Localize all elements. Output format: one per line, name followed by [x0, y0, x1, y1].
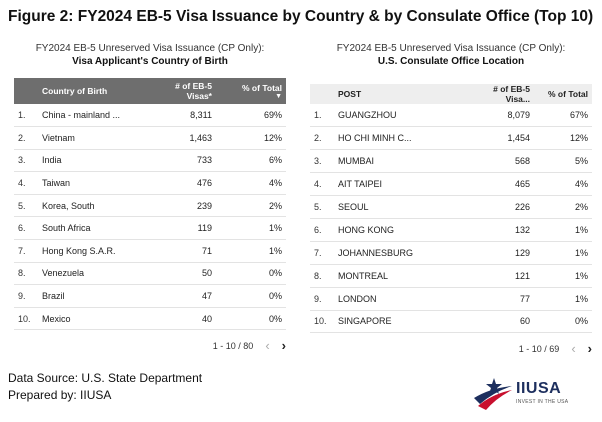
- table-row[interactable]: [14, 172, 286, 195]
- row-index: 7.: [310, 241, 334, 264]
- left-subtitle-bold: Visa Applicant's Country of Birth: [72, 56, 228, 67]
- header-index: [14, 78, 38, 104]
- table-row[interactable]: [310, 173, 592, 196]
- row-count: 239: [156, 194, 216, 217]
- row-index: 5.: [14, 194, 38, 217]
- star-swoosh-icon: [472, 376, 514, 412]
- table-row[interactable]: [14, 104, 286, 127]
- row-name: Hong Kong S.A.R.: [38, 240, 156, 263]
- row-name: GUANGZHOU: [334, 104, 464, 127]
- row-index: 5.: [310, 196, 334, 219]
- table-row[interactable]: [14, 262, 286, 285]
- row-name: AIT TAIPEI: [334, 173, 464, 196]
- row-index: 2.: [14, 127, 38, 150]
- row-pct: 1%: [534, 218, 592, 241]
- row-count: 71: [156, 240, 216, 263]
- row-pct: 1%: [216, 217, 286, 240]
- row-count: 129: [464, 241, 534, 264]
- row-count: 47: [156, 285, 216, 308]
- row-name: MONTREAL: [334, 264, 464, 287]
- table-row[interactable]: [310, 127, 592, 150]
- chevron-left-icon[interactable]: ‹: [265, 338, 270, 354]
- row-index: 2.: [310, 127, 334, 150]
- pager-range: 1 - 10 / 69: [518, 343, 560, 354]
- row-pct: 4%: [216, 172, 286, 195]
- row-count: 226: [464, 196, 534, 219]
- row-count: 733: [156, 149, 216, 172]
- chevron-right-icon[interactable]: ›: [587, 341, 592, 357]
- table-row[interactable]: [310, 218, 592, 241]
- header-pct[interactable]: [216, 78, 286, 104]
- table-row[interactable]: [14, 240, 286, 263]
- row-index: 6.: [14, 217, 38, 240]
- row-name: Korea, South: [38, 194, 156, 217]
- row-index: 9.: [310, 287, 334, 310]
- row-index: 7.: [14, 240, 38, 263]
- row-name: MUMBAI: [334, 150, 464, 173]
- country-table: [14, 78, 286, 330]
- row-index: 10.: [14, 307, 38, 330]
- row-pct: 69%: [216, 104, 286, 127]
- row-pct: 5%: [534, 150, 592, 173]
- logo-tagline: INVEST IN THE USA: [516, 399, 569, 405]
- row-count: 1,463: [156, 127, 216, 150]
- row-index: 6.: [310, 218, 334, 241]
- table-row[interactable]: [14, 217, 286, 240]
- table-row[interactable]: [14, 307, 286, 330]
- row-pct: 2%: [534, 196, 592, 219]
- chevron-right-icon[interactable]: ›: [281, 338, 286, 354]
- row-pct: 1%: [216, 240, 286, 263]
- row-name: Taiwan: [38, 172, 156, 195]
- row-name: South Africa: [38, 217, 156, 240]
- row-index: 9.: [14, 285, 38, 308]
- row-count: 40: [156, 307, 216, 330]
- row-count: 121: [464, 264, 534, 287]
- row-name: SINGAPORE: [334, 310, 464, 333]
- right-pager: [310, 341, 592, 356]
- row-index: 10.: [310, 310, 334, 333]
- row-pct: 0%: [216, 262, 286, 285]
- row-name: China - mainland ...: [38, 104, 156, 127]
- left-subtitle: FY2024 EB-5 Unreserved Visa Issuance (CP Only):: [35, 43, 265, 54]
- table-header-row: [14, 78, 286, 104]
- row-name: India: [38, 149, 156, 172]
- table-row[interactable]: [310, 241, 592, 264]
- row-name: HONG KONG: [334, 218, 464, 241]
- table-row[interactable]: [14, 127, 286, 150]
- row-pct: 0%: [534, 310, 592, 333]
- table-row[interactable]: [310, 104, 592, 127]
- prepared-by: Prepared by: IIUSA: [8, 388, 112, 402]
- left-pager: [14, 338, 286, 353]
- country-of-birth-panel: [14, 42, 286, 353]
- table-row[interactable]: [310, 310, 592, 333]
- row-index: 4.: [14, 172, 38, 195]
- row-pct: 0%: [216, 307, 286, 330]
- row-count: 8,311: [156, 104, 216, 127]
- right-subtitle-bold: U.S. Consulate Office Location: [377, 56, 525, 67]
- data-source: Data Source: U.S. State Department: [8, 371, 203, 385]
- row-name: Mexico: [38, 307, 156, 330]
- table-row[interactable]: [14, 149, 286, 172]
- row-pct: 6%: [216, 149, 286, 172]
- row-name: Brazil: [38, 285, 156, 308]
- header-pct[interactable]: % of Total: [534, 84, 592, 104]
- row-pct: 1%: [534, 241, 592, 264]
- row-name: Venezuela: [38, 262, 156, 285]
- row-count: 8,079: [464, 104, 534, 127]
- right-subtitle: FY2024 EB-5 Unreserved Visa Issuance (CP Only):: [336, 43, 566, 54]
- header-visas[interactable]: [156, 78, 216, 104]
- row-count: 60: [464, 310, 534, 333]
- row-pct: 0%: [216, 285, 286, 308]
- pager-range: 1 - 10 / 80: [212, 340, 254, 351]
- consulate-panel: [310, 42, 592, 356]
- row-name: HO CHI MINH C...: [334, 127, 464, 150]
- table-row[interactable]: [310, 264, 592, 287]
- header-index: [310, 84, 334, 104]
- row-count: 77: [464, 287, 534, 310]
- row-index: 4.: [310, 173, 334, 196]
- row-name: JOHANNESBURG: [334, 241, 464, 264]
- row-count: 1,454: [464, 127, 534, 150]
- chevron-left-icon[interactable]: ‹: [571, 341, 576, 357]
- row-pct: 12%: [534, 127, 592, 150]
- row-index: 8.: [14, 262, 38, 285]
- row-count: 119: [156, 217, 216, 240]
- header-post[interactable]: POST: [334, 84, 464, 104]
- consulate-table: [310, 84, 592, 333]
- row-pct: 1%: [534, 287, 592, 310]
- table-row[interactable]: [14, 194, 286, 217]
- footer: [8, 370, 202, 404]
- row-pct: 12%: [216, 127, 286, 150]
- row-index: 1.: [14, 104, 38, 127]
- header-visas[interactable]: # of EB-5 Visa...: [464, 84, 534, 104]
- row-index: 8.: [310, 264, 334, 287]
- iiusa-logo: [472, 376, 596, 412]
- row-pct: 4%: [534, 173, 592, 196]
- table-row[interactable]: [14, 285, 286, 308]
- row-name: LONDON: [334, 287, 464, 310]
- table-header-row: [310, 84, 592, 104]
- table-row[interactable]: [310, 287, 592, 310]
- row-pct: 67%: [534, 104, 592, 127]
- row-pct: 1%: [534, 264, 592, 287]
- logo-name: IIUSA: [516, 380, 562, 397]
- row-count: 132: [464, 218, 534, 241]
- row-count: 568: [464, 150, 534, 173]
- sort-desc-icon: ▼: [275, 92, 282, 100]
- row-count: 465: [464, 173, 534, 196]
- header-visas-label: # of EB-5 Visas*: [175, 81, 212, 101]
- row-count: 50: [156, 262, 216, 285]
- header-country[interactable]: Country of Birth: [38, 78, 156, 104]
- row-index: 3.: [310, 150, 334, 173]
- row-name: Vietnam: [38, 127, 156, 150]
- row-name: SEOUL: [334, 196, 464, 219]
- table-row[interactable]: [310, 196, 592, 219]
- figure-title: Figure 2: FY2024 EB-5 Visa Issuance by Country & by Consulate Office (Top 10): [8, 8, 594, 25]
- header-pct-label: % of Total: [242, 82, 282, 93]
- row-pct: 2%: [216, 194, 286, 217]
- row-index: 1.: [310, 104, 334, 127]
- table-row[interactable]: [310, 150, 592, 173]
- row-index: 3.: [14, 149, 38, 172]
- row-count: 476: [156, 172, 216, 195]
